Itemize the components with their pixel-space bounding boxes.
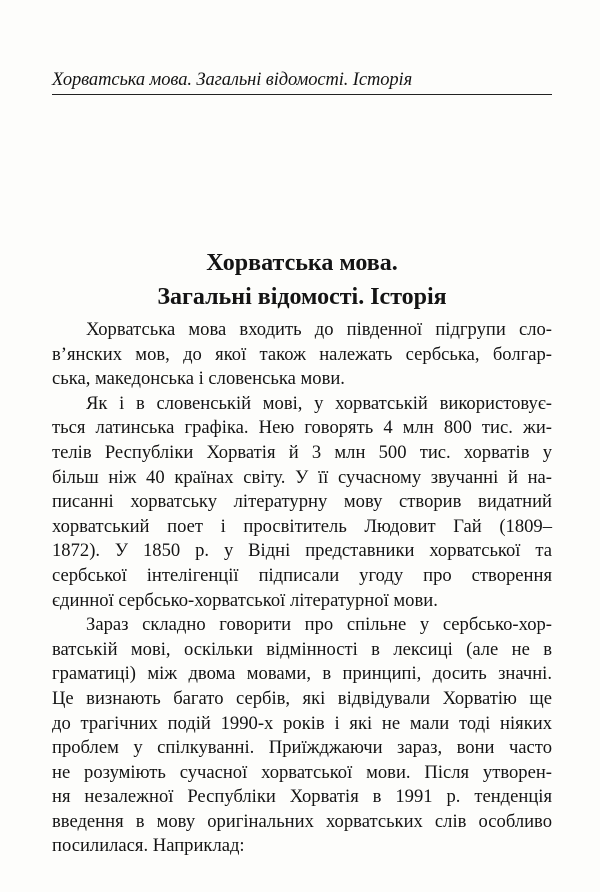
text-line: ня незалежної Республіки Хорватія в 1991 р. тенденція — [52, 786, 552, 808]
paragraph-3 — [52, 613, 552, 859]
text-line: сербської інтелігенції підписали угоду про створення — [52, 564, 552, 586]
text-line: посилилася. Наприклад: — [52, 835, 245, 857]
text-line: граматиці) між двома мовами, в принципі, досить значні. — [52, 663, 552, 685]
chapter-title — [52, 246, 552, 314]
text-line: ться латинська графіка. Нею говорять 4 млн 800 тис. жи- — [52, 417, 552, 439]
text-line: 1872). У 1850 р. у Відні представники хорватської та — [52, 540, 552, 562]
text-line: проблем у спілкуванні. Приїжджаючи зараз, вони часто — [52, 737, 552, 759]
text-line: писанні хорватську літературну мову створив видатний — [52, 491, 552, 513]
text-line: телів Республіки Хорватія й 3 млн 500 тис. хорватів у — [52, 441, 552, 463]
running-header: Хорватська мова. Загальні відомості. Історія — [52, 70, 552, 95]
chapter-title-line-1: Хорватська мова. — [206, 250, 398, 276]
body-text — [52, 318, 552, 859]
paragraph-2 — [52, 392, 552, 613]
text-line: Як і в словенській мові, у хорватській використовує- — [86, 392, 552, 414]
text-line: більш ніж 40 країнах світу. У її сучасному звучанні й на- — [52, 466, 552, 488]
text-line: в’янских мов, до якої також належать сербська, болгар- — [52, 343, 552, 365]
paragraph-1 — [52, 318, 552, 392]
chapter-title-line-2: Загальні відомості. Історія — [157, 284, 447, 310]
text-line: введення в мову оригінальних хорватських слів особливо — [52, 810, 552, 832]
text-line: до трагічних подій 1990-х років і які не мали тоді ніяких — [52, 712, 552, 734]
text-line: ська, македонська і словенська мови. — [52, 368, 345, 390]
text-line: єдинної сербсько-хорватської літературної мови. — [52, 589, 438, 611]
text-line: Це визнають багато сербів, які відвідували Хорватію ще — [52, 687, 552, 709]
text-line: Зараз складно говорити про спільне у сербсько-хор- — [86, 614, 552, 636]
text-line: хорватський поет і просвітитель Людовит Гай (1809– — [52, 515, 552, 537]
text-line: не розуміють сучасної хорватської мови. Після утворен- — [52, 761, 552, 783]
text-line: Хорватська мова входить до південної підгрупи сло- — [86, 319, 552, 340]
text-line: ватській мові, оскільки відмінності в лексиці (але не в — [52, 638, 552, 660]
